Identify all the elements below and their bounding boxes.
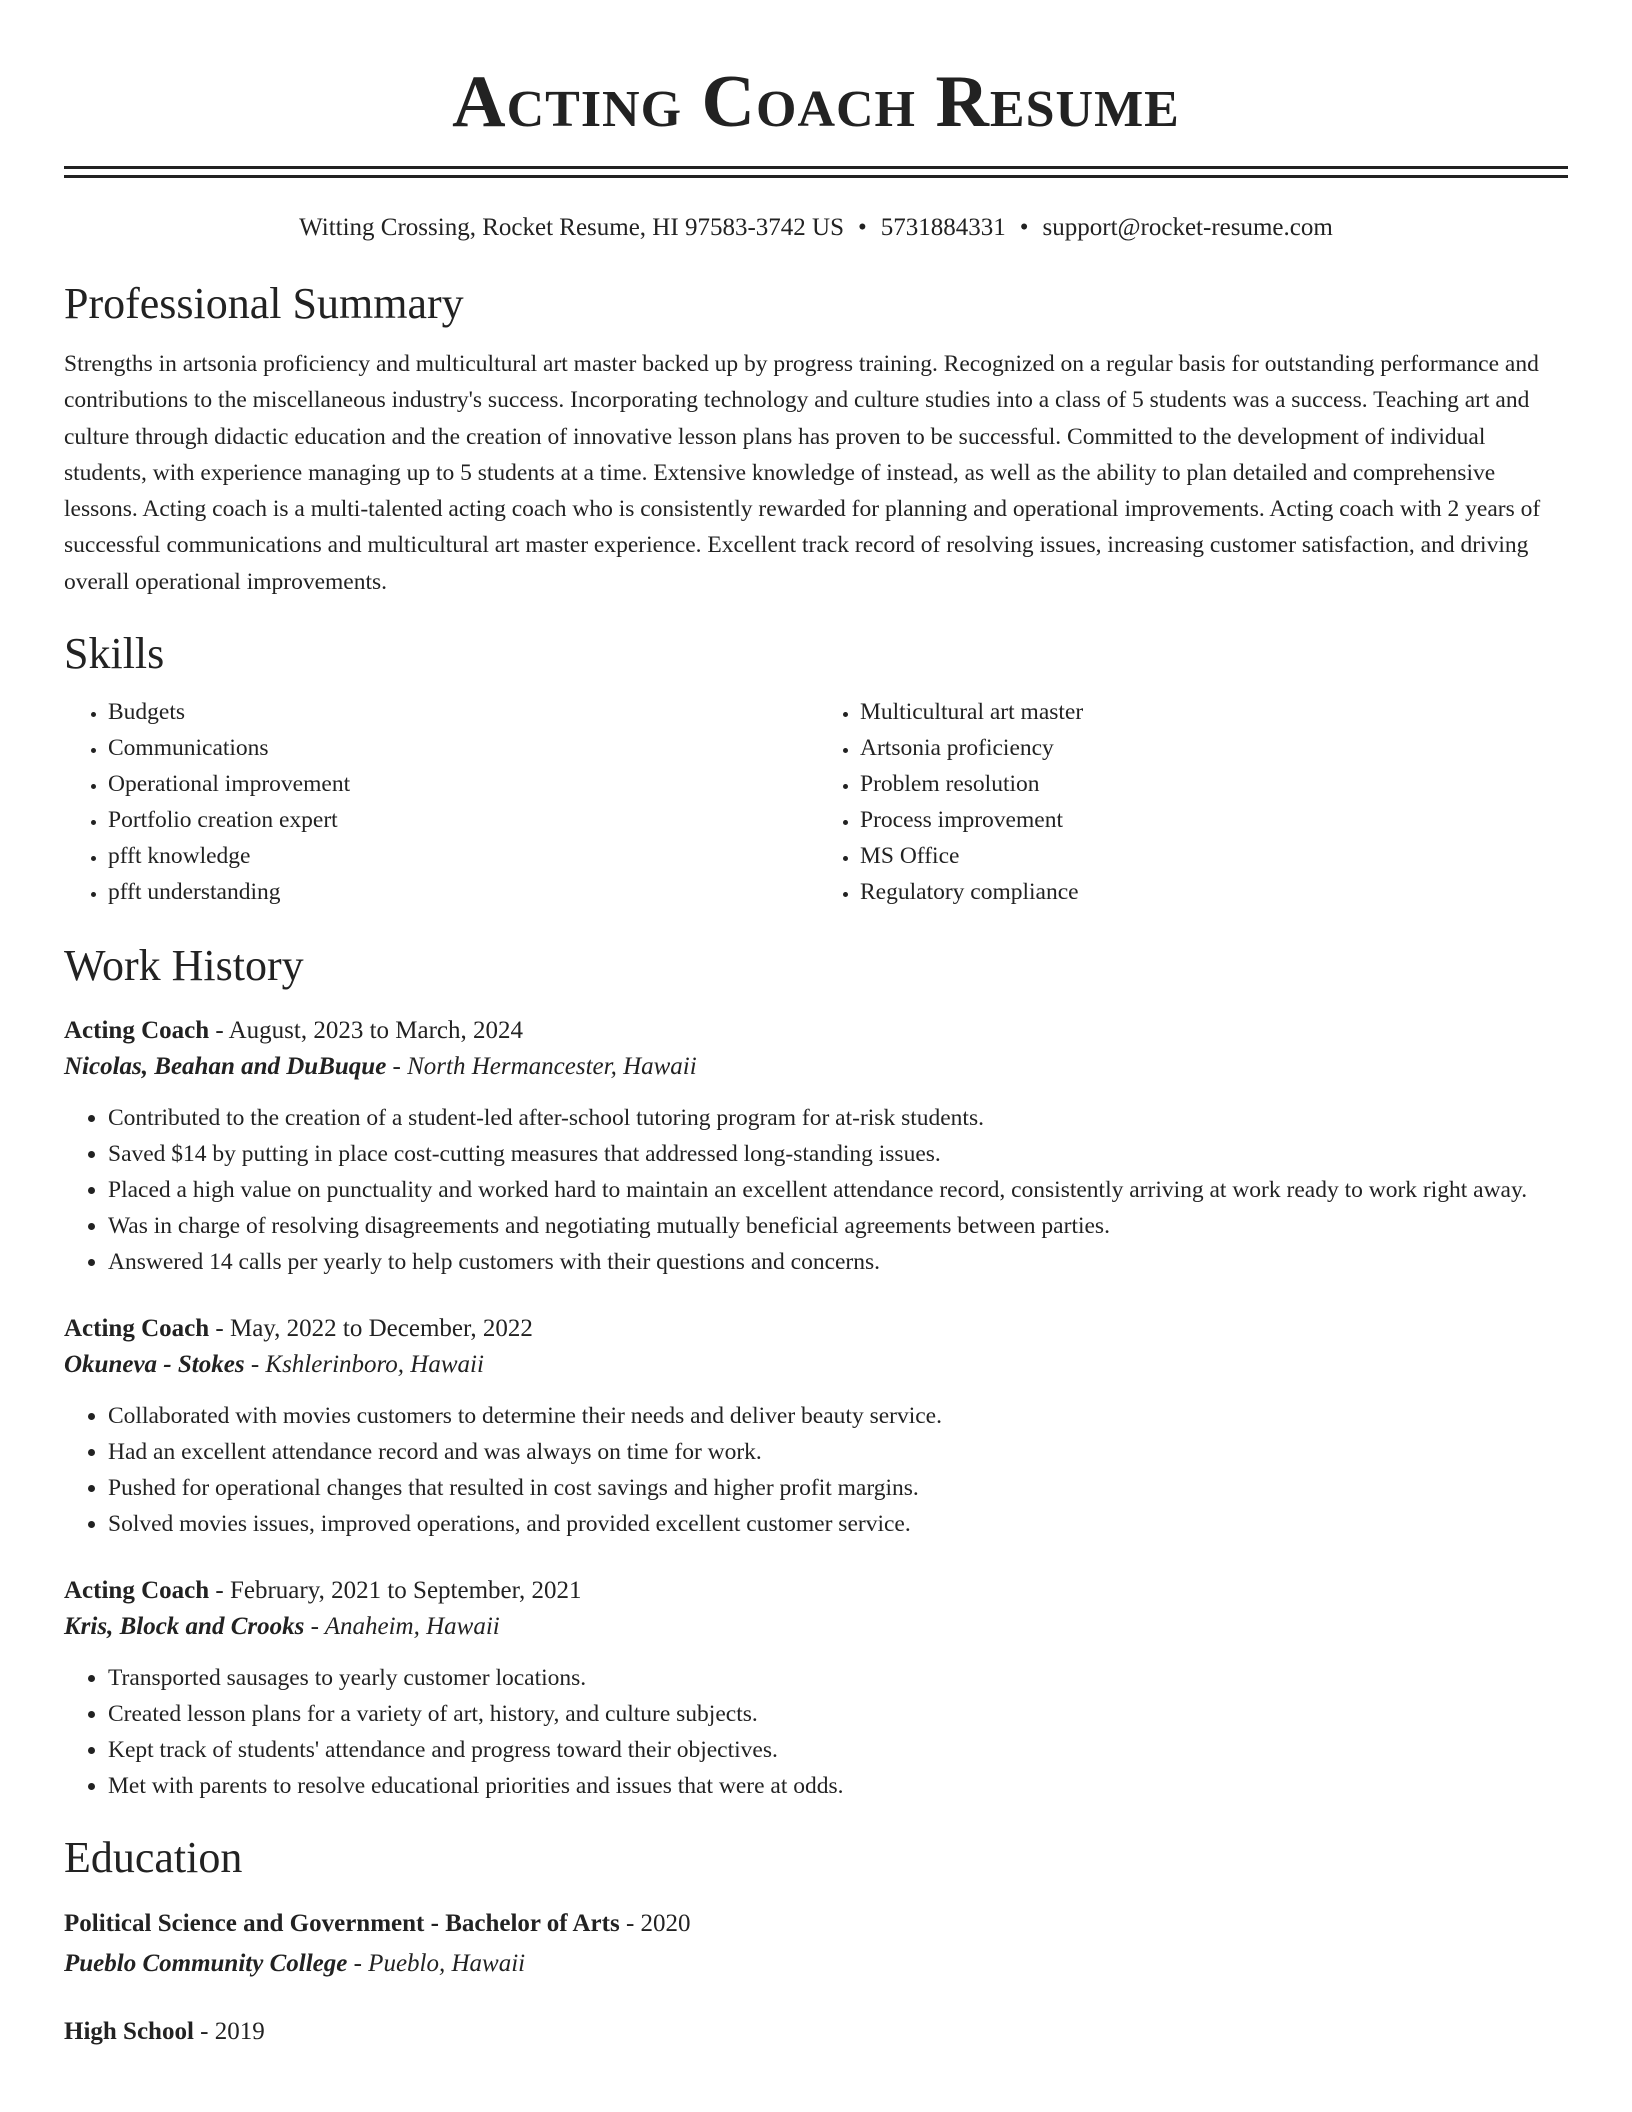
job-bullet: • Created lesson plans for a variety of art, history, and culture subjects. (108, 1696, 1568, 1732)
education-degree: Political Science and Government - Bachelor of Arts (64, 1910, 620, 1938)
job-company-line (64, 1608, 1568, 1646)
job-title-line (64, 1574, 1568, 1608)
job-company-line (64, 1048, 1568, 1086)
skill-item: • Process improvement (860, 802, 1568, 838)
education-entry (64, 2014, 1568, 2050)
skill-item: • Communications (108, 730, 816, 766)
job-bullets (64, 1100, 1568, 1280)
resume-content (64, 0, 1568, 2050)
job-bullets (64, 1660, 1568, 1804)
skill-item: • MS Office (860, 838, 1568, 874)
job-entry (64, 1312, 1568, 1542)
work-history-heading: Work History (64, 941, 304, 991)
job-dates: - May, 2022 to December, 2022 (209, 1315, 533, 1343)
job-location: - Kshlerinboro, Hawaii (244, 1351, 484, 1379)
job-entry (64, 1014, 1568, 1280)
job-title: Acting Coach (64, 1577, 210, 1605)
education-year: - 2020 (619, 1910, 691, 1938)
skills-list-left (64, 694, 816, 910)
skill-item: • Portfolio creation expert (108, 802, 816, 838)
education-degree-line (64, 1906, 1568, 1942)
contact-address: Witting Crossing, Rocket Resume, HI 97583-3742 US (299, 214, 844, 241)
job-bullet: • Met with parents to resolve educational priorities and issues that were at odds. (108, 1768, 1568, 1804)
contact-separator: • (1019, 214, 1029, 241)
job-title-line (64, 1014, 1568, 1048)
skill-item: • Multicultural art master (860, 694, 1568, 730)
job-bullet: • Collaborated with movies customers to determine their needs and deliver beauty service. (108, 1398, 1568, 1434)
job-bullet: • Solved movies issues, improved operations, and provided excellent customer service. (108, 1506, 1568, 1542)
job-title: Acting Coach (64, 1315, 210, 1343)
education-school: Pueblo Community College (64, 1950, 348, 1978)
job-bullet: • Had an excellent attendance record and was always on time for work. (108, 1434, 1568, 1470)
job-bullet: • Saved $14 by putting in place cost-cutting measures that addressed long-standing issues. (108, 1136, 1568, 1172)
summary-text: Strengths in artsonia proficiency and multicultural art master backed up by progress training. Recognized on a regular basis for outstanding performance and contributions to the miscellaneous industry's success. Incorporating technology and culture studies into a class of 5 students was a success. Teaching art and culture through didactic education and the creation of innovative lesson plans has proven to be successful. Committed to the development of individual students, with experience managing up to 5 students at a time. Extensive knowledge of instead, as well as the ability to plan detailed and comprehensive lessons. Acting coach is a multi-talented acting coach who is consistently rewarded for planning and operational improvements. Acting coach with 2 years of successful communications and multicultural art master experience. Excellent track record of resolving issues, increasing customer satisfaction, and driving overall operational improvements. (64, 351, 1541, 595)
skills-columns (64, 694, 1568, 910)
skill-item: • Operational improvement (108, 766, 816, 802)
job-entry (64, 1574, 1568, 1804)
skills-list-right (816, 694, 1568, 910)
education-degree-line (64, 2014, 1568, 2050)
contact-line (64, 212, 1568, 244)
job-location: - North Hermancester, Hawaii (386, 1053, 697, 1081)
education-degree: High School (64, 2018, 194, 2046)
skill-item: • Budgets (108, 694, 816, 730)
job-bullet: • Answered 14 calls per yearly to help customers with their questions and concerns. (108, 1244, 1568, 1280)
education-year: - 2019 (193, 2018, 265, 2046)
contact-separator: • (857, 214, 867, 241)
job-bullet: • Kept track of students' attendance and progress toward their objectives. (108, 1732, 1568, 1768)
job-bullets (64, 1398, 1568, 1542)
skill-item: • pfft knowledge (108, 838, 816, 874)
job-company: Kris, Block and Crooks (64, 1613, 305, 1641)
education-entry (64, 1906, 1568, 1986)
title-divider-bottom (64, 175, 1568, 178)
contact-email: support@rocket-resume.com (1042, 214, 1333, 241)
job-title-line (64, 1312, 1568, 1346)
skill-item: • pfft understanding (108, 874, 816, 910)
job-bullet: • Placed a high value on punctuality and worked hard to maintain an excellent attendance record, consistently arriving at work ready to work right away. (108, 1172, 1568, 1208)
job-title: Acting Coach (64, 1017, 210, 1045)
skill-item: • Artsonia proficiency (860, 730, 1568, 766)
contact-phone: 5731884331 (880, 214, 1006, 241)
skill-item: • Problem resolution (860, 766, 1568, 802)
job-company: Okuneva - Stokes (64, 1351, 245, 1379)
job-company-line (64, 1346, 1568, 1384)
job-dates: - August, 2023 to March, 2024 (209, 1017, 524, 1045)
education-school-line (64, 1942, 1568, 1986)
job-bullet: • Was in charge of resolving disagreements and negotiating mutually beneficial agreements between parties. (108, 1208, 1568, 1244)
title-divider-top (64, 166, 1568, 169)
resume-title: Acting Coach Resume (452, 61, 1180, 143)
education-heading: Education (64, 1833, 243, 1883)
job-bullet: • Pushed for operational changes that resulted in cost savings and higher profit margins. (108, 1470, 1568, 1506)
job-bullet: • Transported sausages to yearly customer locations. (108, 1660, 1568, 1696)
skill-item: • Regulatory compliance (860, 874, 1568, 910)
skills-heading: Skills (64, 629, 165, 679)
summary-heading: Professional Summary (64, 279, 464, 328)
job-company: Nicolas, Beahan and DuBuque (64, 1053, 387, 1081)
education-location: - Pueblo, Hawaii (347, 1950, 526, 1978)
job-dates: - February, 2021 to September, 2021 (209, 1577, 582, 1605)
job-location: - Anaheim, Hawaii (304, 1613, 500, 1641)
job-bullet: • Contributed to the creation of a student-led after-school tutoring program for at-risk students. (108, 1100, 1568, 1136)
